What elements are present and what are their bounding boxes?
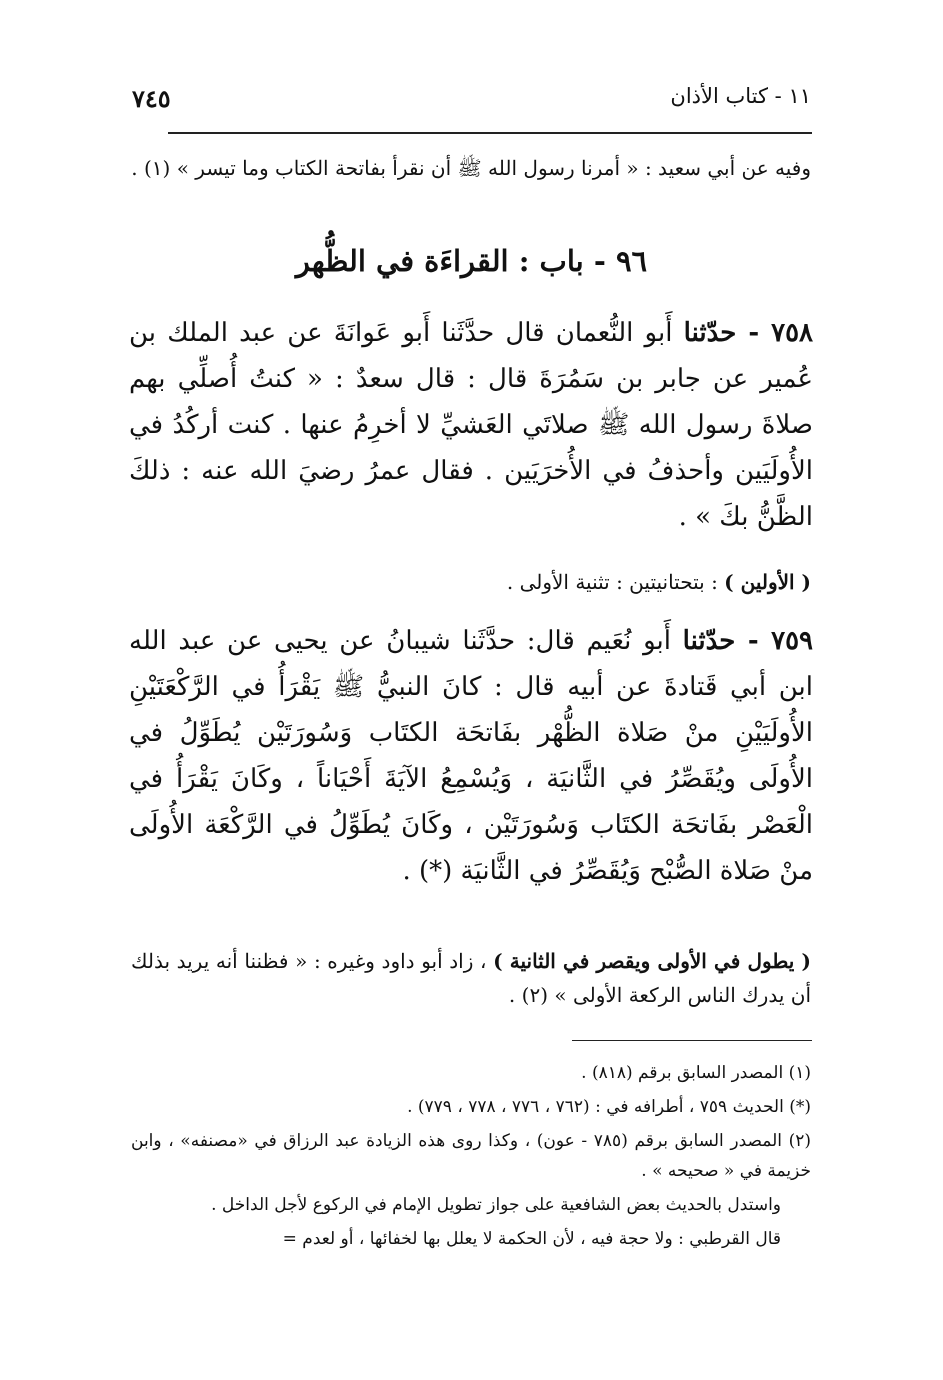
- footnote-1: (١) المصدر السابق برقم (٨١٨) .: [581, 1063, 811, 1083]
- intro-paragraph: وفيه عن أبي سعيد : « أمرنا رسول الله ﷺ أن نقرأ بفاتحة الكتاب وما تيسر » (١) .: [131, 156, 811, 180]
- hadith-758: [129, 310, 813, 540]
- footnote-rule: [572, 1040, 812, 1041]
- footnote-2-qurtubi: قال القرطبي : ولا حجة فيه ، لأن الحكمة لا يعلل بها لخفائها ، أو لعدم =: [282, 1229, 781, 1249]
- explanatory-note-2: [131, 944, 811, 1012]
- footnote-2: (٢) المصدر السابق برقم (٧٨٥ - عون) ، وكذا روى هذه الزيادة عبد الرزاق في «مصنفه» ، وابن خزيمة في « صحيحه » .: [131, 1131, 811, 1181]
- hadith-759: [129, 618, 813, 894]
- page-number: ٧٤٥: [132, 84, 171, 113]
- note-1-text: : بتحتانيتين : تثنية الأولى .: [506, 570, 725, 594]
- hadith-758-number: ٧٥٨ - حدّثنا: [683, 318, 814, 348]
- hadith-759-number: ٧٥٩ - حدّثنا: [682, 626, 814, 656]
- footnote-2-continuation: واستدل بالحديث بعض الشافعية على جواز تطويل الإمام في الركوع لأجل الداخل .: [211, 1195, 781, 1215]
- header-rule: [168, 132, 812, 134]
- explanatory-note-1: [131, 565, 811, 599]
- hadith-759-text: أَبو نُعَيم قال: حدَّثَنا شيبانُ عن يحيى عن عبد الله ابن أبي قَتادةَ عن أبيه قال : كانَ النبيُّ ﷺ يَقْرَأُ في الرَّكْعَتَيْنِ الأُولَيَيْنِ منْ صَلاة الظُّهْر بفَاتحَة الكتَاب وَسُورَتَيْن يُطَوِّلُ في الأُولَى ويُقَصِّرُ في الثَّانيَة ، وَيُسْمِعُ الآيَةَ أَحْيَاناً ، وكَانَ يَقْرَأُ في الْعَصْر بفَاتحَة الكتَاب وَسُورَتَيْن ، وكَانَ يُطَوِّلُ في الرَّكْعَة الأُولَى منْ صَلاة الصُّبْح وَيُقَصِّرُ في الثَّانيَة (*) .: [129, 626, 813, 886]
- section-heading: ٩٦ - باب : القراءَة في الظُّهر: [295, 244, 648, 278]
- note-1-term: ( الأولين ): [724, 570, 811, 594]
- footnotes: [131, 1058, 811, 1258]
- running-header-chapter: ١١ - كتاب الأذان: [670, 84, 811, 108]
- footnote-star: (*) الحديث ٧٥٩ ، أطرافه في : (٧٦٢ ، ٧٧٦ ، ٧٧٨ ، ٧٧٩) .: [407, 1097, 811, 1117]
- note-2-term: ( يطول في الأولى ويقصر في الثانية ): [493, 949, 811, 973]
- hadith-758-text: أَبو النُّعمان قال حدَّثَنا أَبو عَوانَةَ عن عبد الملك بن عُمير عن جابر بن سَمُرَةَ قال : قال سعدٌ : « كنتُ أُصلِّي بهم صلاةَ رسول الله ﷺ صلاتَي العَشيِّ لا أخرِمُ عنها . كنت أركُدُ في الأُولَيَين وأحذفُ في الأُخرَيَين . فقال عمرُ رضيَ الله عنه : ذلكَ الظَّنُّ بكَ » .: [129, 318, 813, 532]
- note-2-text: ، زاد أبو داود وغيره : « فظننا أنه يريد بذلك أن يدرك الناس الركعة الأولى » (٢) .: [131, 949, 811, 1007]
